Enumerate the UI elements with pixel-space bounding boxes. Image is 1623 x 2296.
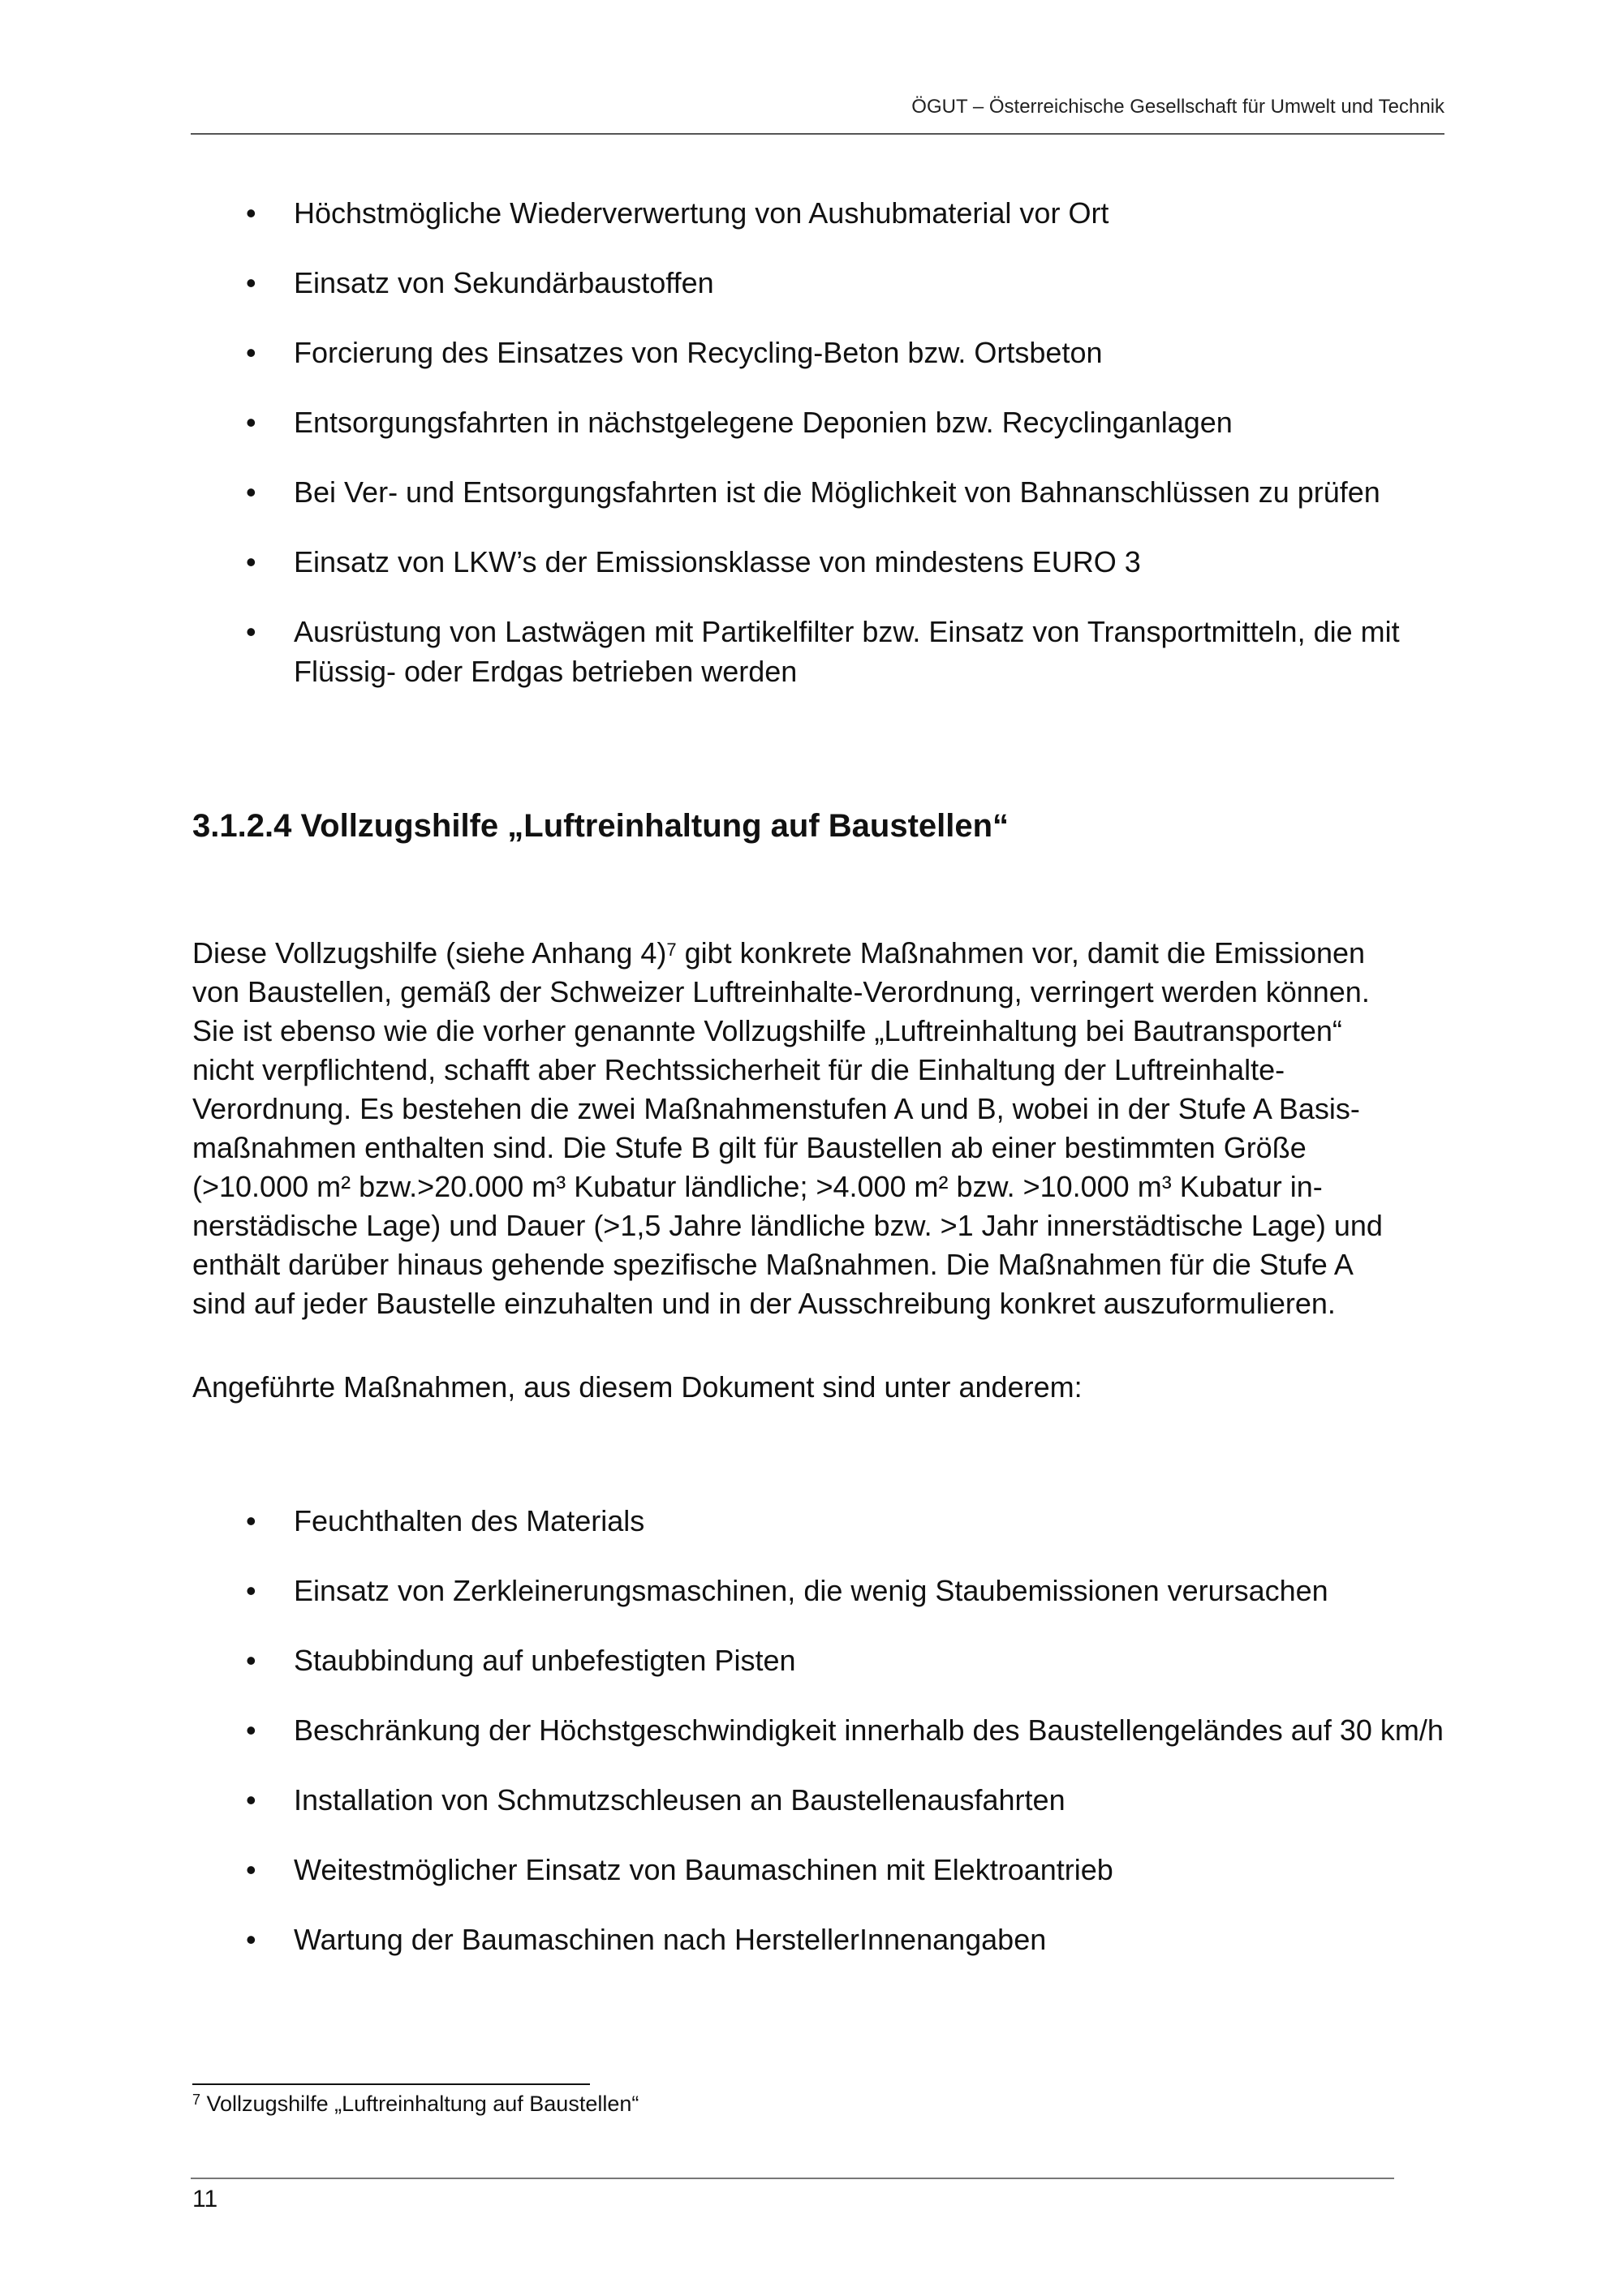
bullet-icon: • bbox=[246, 1574, 256, 1607]
list-item: • Bei Ver- und Entsorgungsfahrten ist die Möglichkeit von Bahnanschlüssen zu prüfen bbox=[191, 472, 1449, 512]
list-item: • Beschränkung der Höchstgeschwindigkeit innerhalb des Baustellengeländes auf 30 km/h bbox=[191, 1710, 1449, 1750]
list-item: • Staubbindung auf unbefestigten Pisten bbox=[191, 1640, 1449, 1680]
page-number: 11 bbox=[192, 2186, 218, 2212]
bullet-icon: • bbox=[246, 1644, 256, 1677]
body-paragraph bbox=[192, 934, 1446, 1323]
footnote bbox=[192, 2092, 639, 2117]
paragraph-line: Diese Vollzugshilfe (siehe Anhang 4)$^7$ gibt konkrete Maßnahmen vor, damit die Emissionen bbox=[192, 936, 1366, 970]
paragraph-line: nicht verpflichtend, schafft aber Rechtssicherheit für die Einhaltung der Luftreinhalte- bbox=[192, 1053, 1285, 1086]
list-item: • Installation von Schmutzschleusen an Baustellenausfahrten bbox=[191, 1780, 1449, 1820]
list-item: • Ausrüstung von Lastwägen mit Partikelfilter bzw. Einsatz von Transportmitteln, die mit Flüssig- oder Erdgas betrieben werden bbox=[191, 612, 1449, 691]
bullet-icon: • bbox=[246, 1853, 256, 1886]
footnote-number: 7 bbox=[192, 2092, 201, 2108]
list-item: • Wartung der Baumaschinen nach HerstellerInnenangaben bbox=[191, 1920, 1449, 1959]
footnote-reference: 7 bbox=[666, 939, 677, 960]
intro-paragraph: Angeführte Maßnahmen, aus diesem Dokument sind unter anderem: bbox=[192, 1370, 1083, 1404]
bullet-icon: • bbox=[246, 1783, 256, 1817]
bullet-icon: • bbox=[246, 545, 256, 578]
bullet-icon: • bbox=[246, 1713, 256, 1747]
list-item: • Forcierung des Einsatzes von Recycling-Beton bzw. Ortsbeton bbox=[191, 333, 1449, 372]
footnote-separator bbox=[192, 2083, 590, 2085]
list-item: • Einsatz von Sekundärbaustoffen bbox=[191, 263, 1449, 303]
paragraph-line: sind auf jeder Baustelle einzuhalten und in der Ausschreibung konkret auszuformulieren. bbox=[192, 1287, 1336, 1320]
list-item: • Weitestmöglicher Einsatz von Baumaschinen mit Elektroantrieb bbox=[191, 1850, 1449, 1890]
measures-list-transport bbox=[191, 193, 1449, 721]
measures-list-construction-site bbox=[191, 1501, 1449, 1989]
bullet-icon: • bbox=[246, 406, 256, 439]
list-item: • Einsatz von LKW’s der Emissionsklasse von mindestens EURO 3 bbox=[191, 542, 1449, 582]
section-heading: 3.1.2.4 Vollzugshilfe „Luftreinhaltung auf Baustellen“ bbox=[192, 808, 1010, 844]
paragraph-line: maßnahmen enthalten sind. Die Stufe B gilt für Baustellen ab einer bestimmten Größe bbox=[192, 1131, 1307, 1164]
header-rule bbox=[191, 133, 1444, 135]
footer-rule bbox=[191, 2178, 1394, 2179]
list-item: • Höchstmögliche Wiederverwertung von Aushubmaterial vor Ort bbox=[191, 193, 1449, 233]
bullet-icon: • bbox=[246, 196, 256, 230]
bullet-icon: • bbox=[246, 1923, 256, 1956]
list-item: • Entsorgungsfahrten in nächstgelegene Deponien bzw. Recyclinganlagen bbox=[191, 402, 1449, 442]
paragraph-line: Verordnung. Es bestehen die zwei Maßnahmenstufen A und B, wobei in der Stufe A Basis- bbox=[192, 1092, 1360, 1125]
list-item: • Feuchthalten des Materials bbox=[191, 1501, 1449, 1541]
paragraph-line: nerstädische Lage) und Dauer (>1,5 Jahre ländliche bzw. >1 Jahr innerstädtische Lage) und bbox=[192, 1209, 1383, 1242]
footnote-text: Vollzugshilfe „Luftreinhaltung auf Baustellen“ bbox=[200, 2092, 639, 2116]
paragraph-line: von Baustellen, gemäß der Schweizer Luftreinhalte-Verordnung, verringert werden können. bbox=[192, 975, 1370, 1008]
paragraph-line: Sie ist ebenso wie die vorher genannte Vollzugshilfe „Luftreinhaltung bei Bautransporten“ bbox=[192, 1014, 1342, 1047]
bullet-icon: • bbox=[246, 336, 256, 369]
bullet-icon: • bbox=[246, 615, 256, 648]
bullet-icon: • bbox=[246, 475, 256, 509]
bullet-icon: • bbox=[246, 1504, 256, 1537]
paragraph-line: enthält darüber hinaus gehende spezifische Maßnahmen. Die Maßnahmen für die Stufe A bbox=[192, 1248, 1354, 1281]
list-item: • Einsatz von Zerkleinerungsmaschinen, die wenig Staubemissionen verursachen bbox=[191, 1571, 1449, 1610]
running-header: ÖGUT – Österreichische Gesellschaft für Umwelt und Technik bbox=[911, 96, 1444, 118]
bullet-icon: • bbox=[246, 266, 256, 299]
paragraph-line: (>10.000 m² bzw.>20.000 m³ Kubatur ländliche; >4.000 m² bzw. >10.000 m³ Kubatur in- bbox=[192, 1170, 1323, 1203]
